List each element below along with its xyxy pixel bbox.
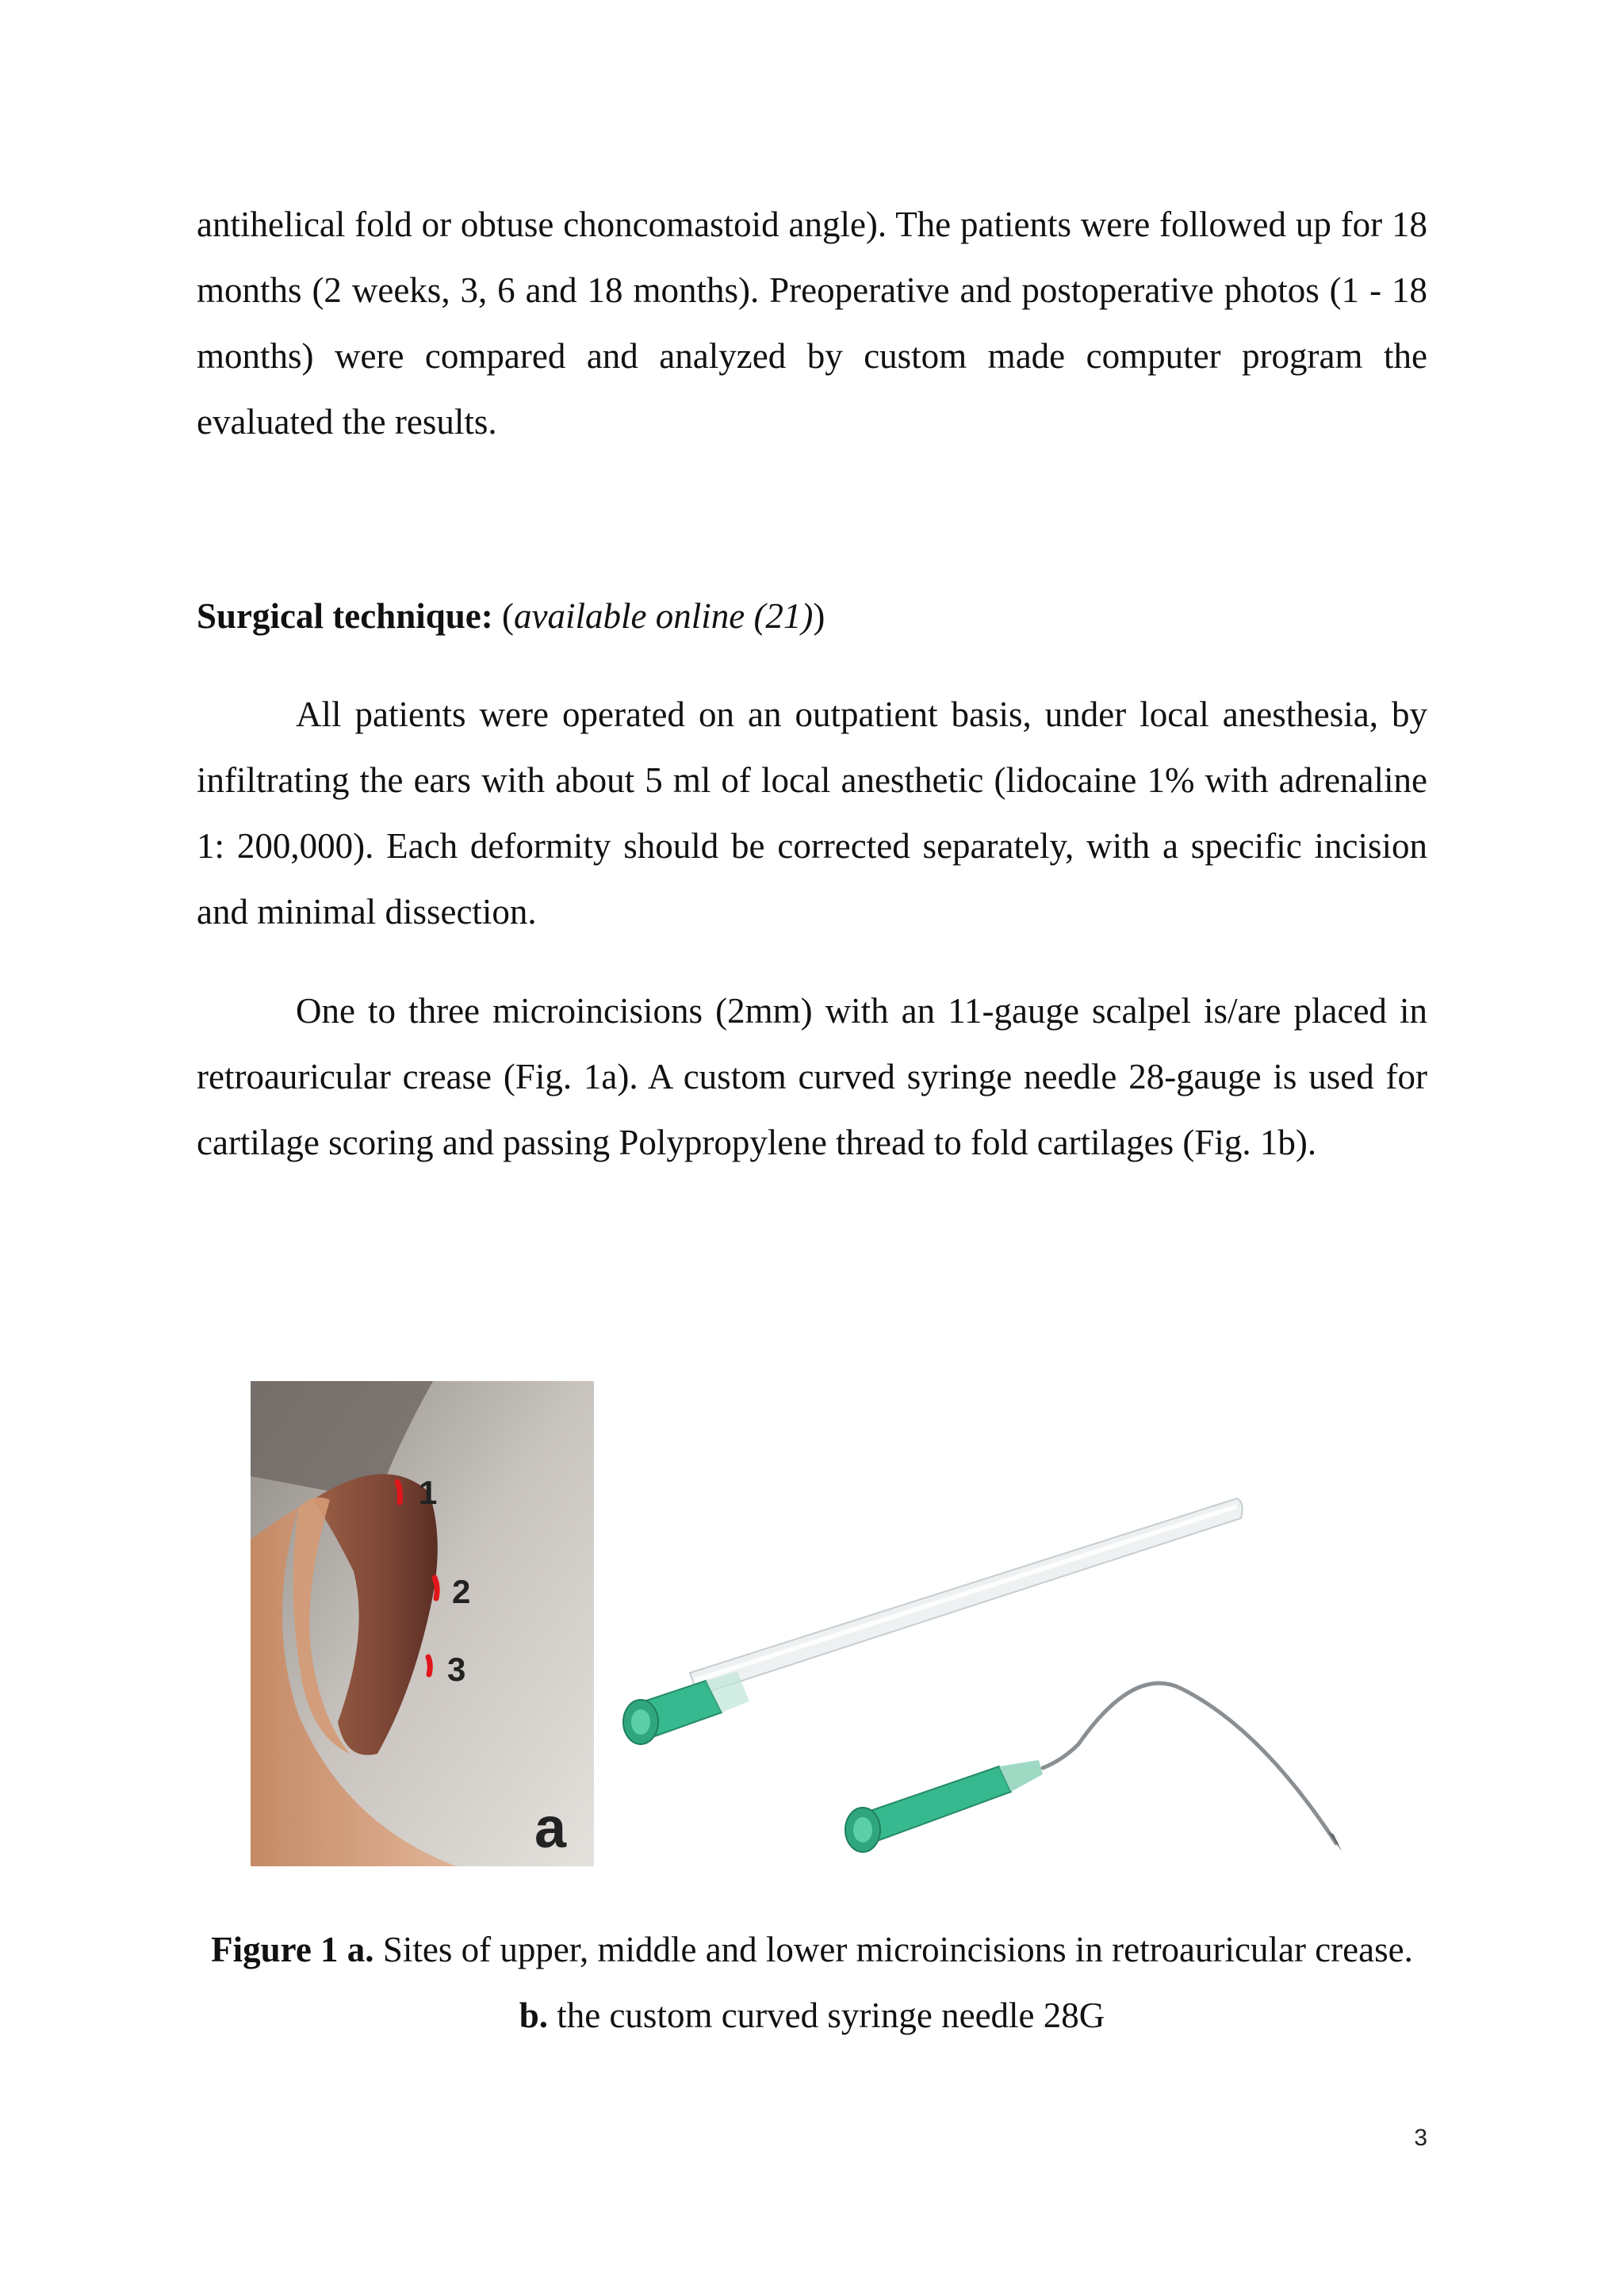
figure-caption bbox=[197, 1917, 1427, 2049]
paragraph-anesthesia: All patients were operated on an outpatient basis, under local anesthesia, by infiltrating the ears with about 5 ml of local anesthetic (lidocaine 1% with adrenaline 1: 200,000). Each deformity should be corrected separately, with a specific incision and minimal dissection. bbox=[197, 695, 1427, 932]
page-number: 3 bbox=[1414, 2125, 1427, 2151]
incision-label-2: 2 bbox=[452, 1573, 471, 1610]
heading-label: Surgical technique: bbox=[197, 596, 493, 636]
incision-mark-3 bbox=[428, 1657, 430, 1674]
caption-text-a: Sites of upper, middle and lower microincisions in retroauricular crease. bbox=[373, 1930, 1413, 1969]
needle-tip bbox=[1328, 1831, 1342, 1851]
incision-label-3: 3 bbox=[447, 1651, 466, 1688]
caption-text-b: the custom curved syringe needle 28G bbox=[547, 1996, 1105, 2035]
incision-label-1: 1 bbox=[419, 1474, 438, 1511]
paragraph-followup: antihelical fold or obtuse choncomastoid angle). The patients were followed up for 18 months (2 weeks, 3, 6 and 18 months). Preoperative and postoperative photos (1 - 18 months) were compared and analyzed by custom made computer program the evaluated the results. bbox=[197, 205, 1427, 442]
ear-illustration bbox=[251, 1381, 594, 1866]
heading-close-paren: ) bbox=[813, 596, 825, 636]
heading-open-paren: ( bbox=[492, 596, 515, 636]
needle-sheath bbox=[623, 1498, 1243, 1744]
heading-online-note: available online (21) bbox=[514, 596, 814, 636]
panel-a-letter: a bbox=[534, 1797, 567, 1860]
needle-hub bbox=[845, 1760, 1043, 1852]
curved-needle-shaft bbox=[1043, 1683, 1336, 1843]
caption-label-b: b. bbox=[519, 1996, 548, 2035]
needle-illustration bbox=[611, 1443, 1396, 1855]
paragraph-microincisions: One to three microincisions (2mm) with an 11-gauge scalpel is/are placed in retroauricular crease (Fig. 1a). A custom curved syringe needle 28-gauge is used for cartilage scoring and passing Polypropylene thread to fold cartilages (Fig. 1b). bbox=[197, 991, 1427, 1162]
figure-1a-ear-photo bbox=[251, 1381, 594, 1866]
figure-1b-needle-photo bbox=[611, 1443, 1396, 1855]
section-heading bbox=[197, 584, 825, 649]
caption-label-a: Figure 1 a. bbox=[211, 1930, 374, 1969]
incision-mark-2 bbox=[435, 1578, 437, 1598]
incision-mark-1 bbox=[397, 1482, 400, 1502]
